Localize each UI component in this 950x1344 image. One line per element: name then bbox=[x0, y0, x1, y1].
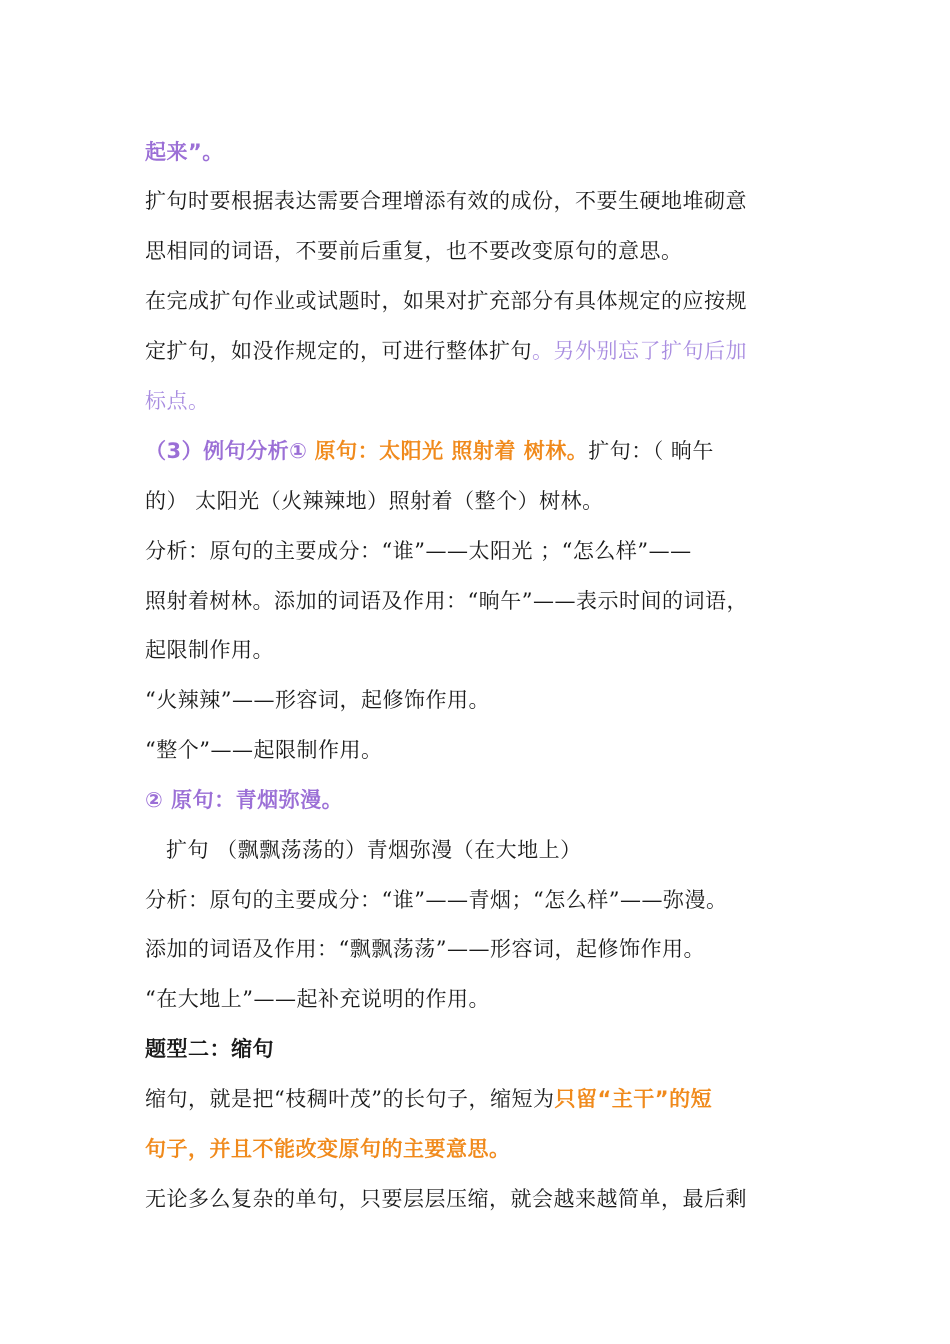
example-expanded-label: 扩句：（ 晌午 bbox=[588, 439, 714, 463]
text-line-18: “在大地上”——起补充说明的作用。 bbox=[145, 987, 490, 1011]
text-line-8: 的） 太阳光（火辣辣地）照射着（整个）树林。 bbox=[145, 489, 604, 513]
text-line-4: 在完成扩句作业或试题时，如果对扩充部分有具体规定的应按规 bbox=[145, 289, 747, 313]
text-line-17: 添加的词语及作用：“飘飘荡荡”——形容词，起修饰作用。 bbox=[145, 937, 705, 961]
text-span-emphasis: 只留“主干”的短 bbox=[554, 1087, 713, 1111]
text-line-1: 起来”。 bbox=[145, 140, 224, 164]
text-line-9: 分析：原句的主要成分：“谁”——太阳光 ；“怎么样”—— bbox=[145, 539, 692, 563]
text-line-22: 无论多么复杂的单句，只要层层压缩，就会越来越简单，最后剩 bbox=[145, 1187, 747, 1211]
text-span-normal: 缩句，就是把“枝稠叶茂”的长句子，缩短为 bbox=[145, 1087, 555, 1111]
text-span-highlight: 。另外别忘了扩句后加 bbox=[532, 339, 747, 363]
section-heading-suoju: 题型二：缩句 bbox=[145, 1037, 274, 1061]
text-line-5 bbox=[145, 337, 747, 365]
text-line-11: 起限制作用。 bbox=[145, 638, 274, 662]
text-line-12: “火辣辣”——形容词，起修饰作用。 bbox=[145, 688, 490, 712]
text-line-20 bbox=[145, 1085, 712, 1113]
example-2-heading: ② 原句：青烟弥漫。 bbox=[145, 788, 344, 812]
text-line-15: 扩句 （飘飘荡荡的）青烟弥漫（在大地上） bbox=[166, 838, 582, 862]
text-line-16: 分析：原句的主要成分：“谁”——青烟；“怎么样”——弥漫。 bbox=[145, 888, 728, 912]
text-line-10: 照射着树林。添加的词语及作用：“晌午”——表示时间的词语， bbox=[145, 589, 748, 613]
example-original-sentence: 原句：太阳光 照射着 树林。 bbox=[314, 439, 589, 463]
example-number: （3）例句分析① bbox=[145, 439, 308, 463]
text-line-21: 句子，并且不能改变原句的主要意思。 bbox=[145, 1137, 511, 1161]
text-span-normal: 定扩句，如没作规定的，可进行整体扩句 bbox=[145, 339, 532, 363]
text-line-13: “整个”——起限制作用。 bbox=[145, 738, 383, 762]
example-heading-line bbox=[145, 437, 714, 465]
text-line-2: 扩句时要根据表达需要合理增添有效的成份，不要生硬地堆砌意 bbox=[145, 189, 747, 213]
text-line-3: 思相同的词语，不要前后重复，也不要改变原句的意思。 bbox=[145, 239, 683, 263]
text-line-6: 标点。 bbox=[145, 389, 210, 413]
